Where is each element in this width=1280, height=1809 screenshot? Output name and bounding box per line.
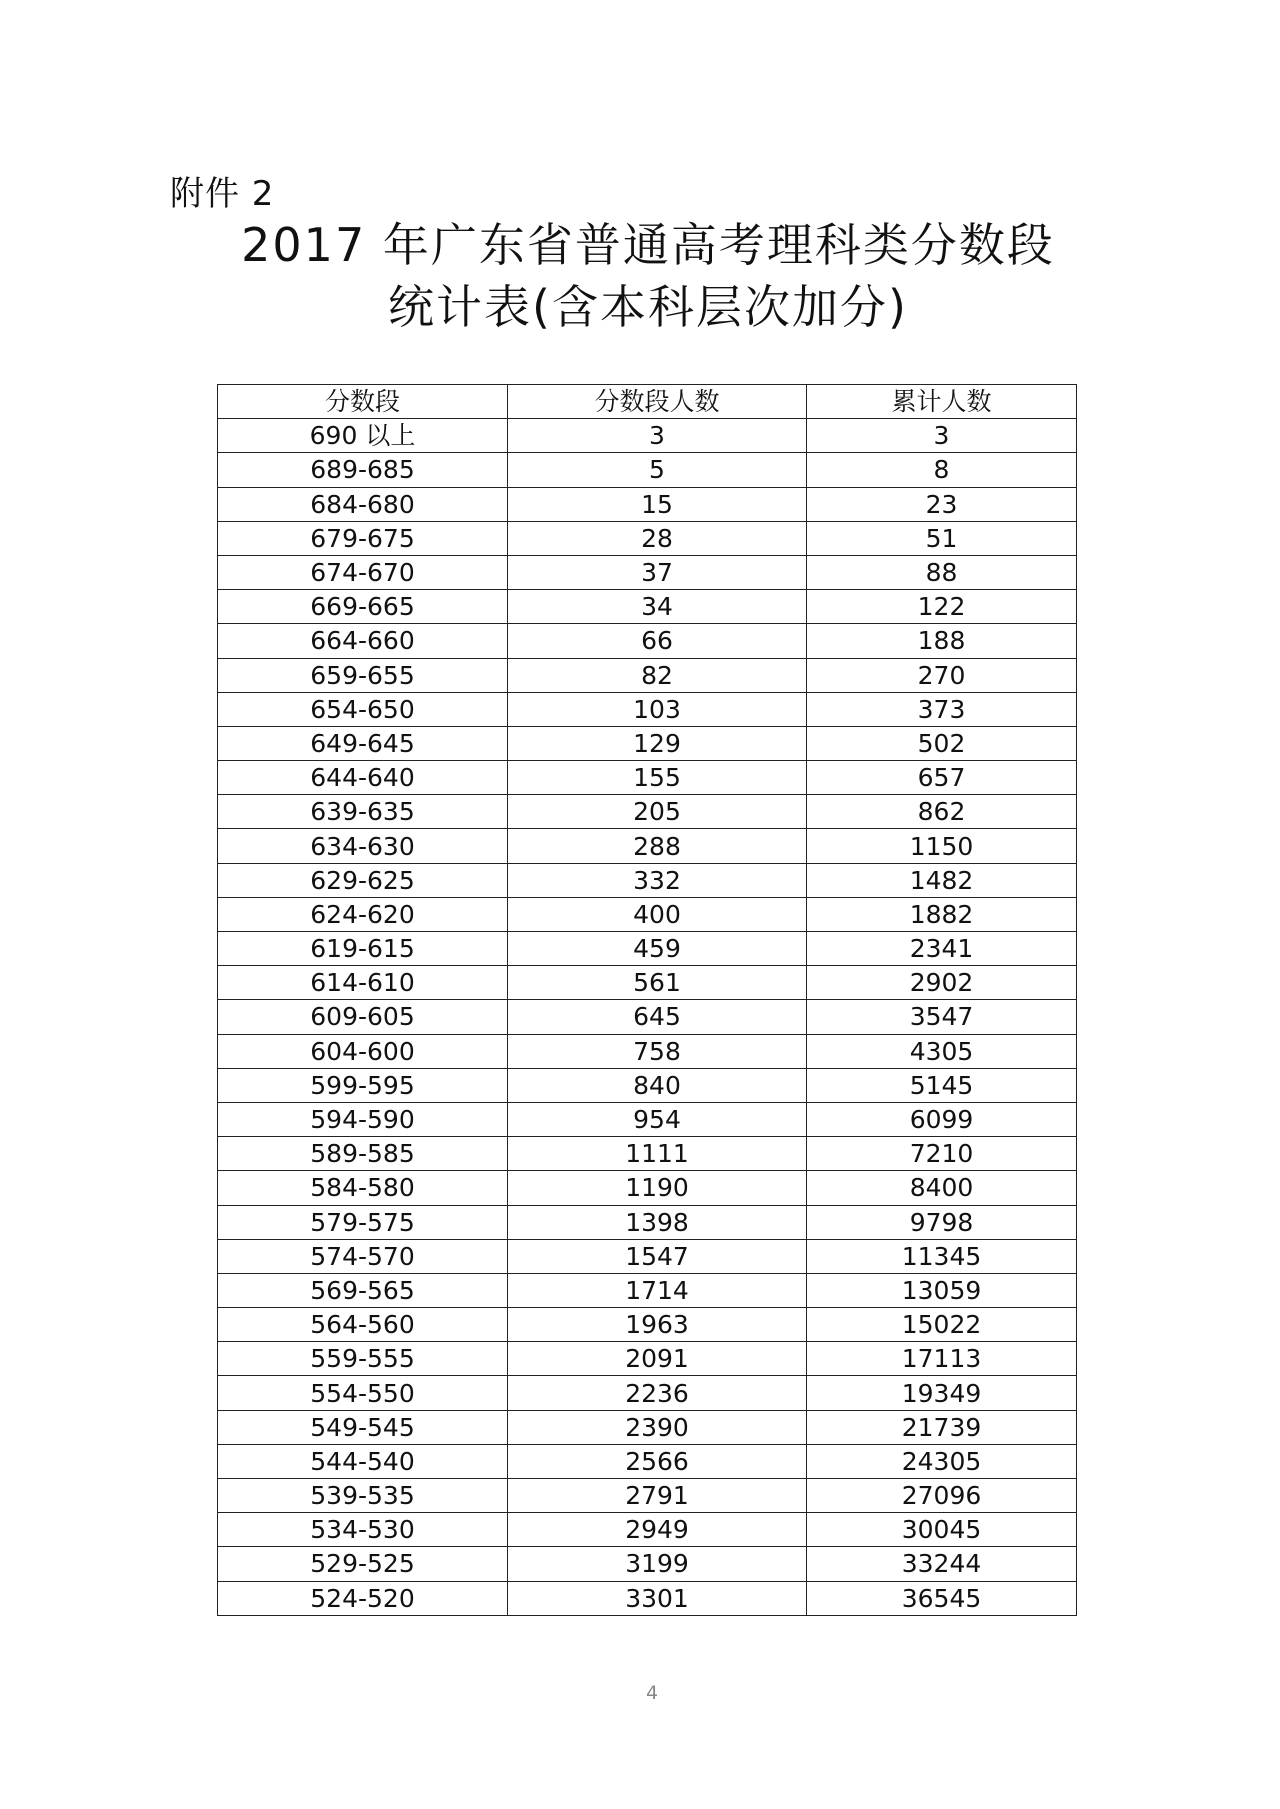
cumulative-count-cell: 51 (807, 521, 1077, 555)
cumulative-count-cell: 15022 (807, 1308, 1077, 1342)
cumulative-count-cell: 5145 (807, 1068, 1077, 1102)
table-row (218, 692, 1077, 726)
score-band-cell: 629-625 (218, 863, 508, 897)
cumulative-count-cell: 33244 (807, 1547, 1077, 1581)
cumulative-count-cell: 188 (807, 624, 1077, 658)
score-band-cell: 634-630 (218, 829, 508, 863)
band-count-cell: 82 (508, 658, 807, 692)
table-row (218, 521, 1077, 555)
table-row (218, 487, 1077, 521)
score-distribution-table (217, 384, 1077, 1616)
table-row (218, 1068, 1077, 1102)
score-band-cell: 594-590 (218, 1102, 508, 1136)
score-band-cell: 624-620 (218, 897, 508, 931)
band-count-cell: 1398 (508, 1205, 807, 1239)
document-title-line-1: 2017 年广东省普通高考理科类分数段 (241, 218, 1055, 272)
score-band-cell: 614-610 (218, 966, 508, 1000)
cumulative-count-cell: 1150 (807, 829, 1077, 863)
score-band-cell: 604-600 (218, 1034, 508, 1068)
table-row (218, 590, 1077, 624)
score-band-cell: 589-585 (218, 1137, 508, 1171)
score-band-cell: 659-655 (218, 658, 508, 692)
band-count-cell: 15 (508, 487, 807, 521)
band-count-cell: 2236 (508, 1376, 807, 1410)
cumulative-count-cell: 30045 (807, 1513, 1077, 1547)
table-row (218, 1581, 1077, 1615)
header-score-band: 分数段 (218, 385, 508, 419)
band-count-cell: 5 (508, 453, 807, 487)
cumulative-count-cell: 862 (807, 795, 1077, 829)
cumulative-count-cell: 373 (807, 692, 1077, 726)
cumulative-count-cell: 17113 (807, 1342, 1077, 1376)
cumulative-count-cell: 24305 (807, 1444, 1077, 1478)
table-row (218, 658, 1077, 692)
band-count-cell: 34 (508, 590, 807, 624)
cumulative-count-cell: 27096 (807, 1479, 1077, 1513)
table-row (218, 1239, 1077, 1273)
score-band-cell: 649-645 (218, 726, 508, 760)
band-count-cell: 400 (508, 897, 807, 931)
score-band-cell: 639-635 (218, 795, 508, 829)
score-band-cell: 554-550 (218, 1376, 508, 1410)
cumulative-count-cell: 1482 (807, 863, 1077, 897)
band-count-cell: 205 (508, 795, 807, 829)
band-count-cell: 2390 (508, 1410, 807, 1444)
table-row (218, 726, 1077, 760)
table-row (218, 1513, 1077, 1547)
band-count-cell: 3301 (508, 1581, 807, 1615)
table-row (218, 1342, 1077, 1376)
cumulative-count-cell: 122 (807, 590, 1077, 624)
table-row (218, 1479, 1077, 1513)
band-count-cell: 28 (508, 521, 807, 555)
cumulative-count-cell: 88 (807, 555, 1077, 589)
cumulative-count-cell: 2902 (807, 966, 1077, 1000)
cumulative-count-cell: 11345 (807, 1239, 1077, 1273)
score-band-cell: 559-555 (218, 1342, 508, 1376)
band-count-cell: 103 (508, 692, 807, 726)
table-row (218, 761, 1077, 795)
table-row (218, 1171, 1077, 1205)
table-row (218, 1410, 1077, 1444)
score-band-cell: 664-660 (218, 624, 508, 658)
score-band-cell: 574-570 (218, 1239, 508, 1273)
cumulative-count-cell: 270 (807, 658, 1077, 692)
band-count-cell: 332 (508, 863, 807, 897)
score-band-cell: 529-525 (218, 1547, 508, 1581)
cumulative-count-cell: 8 (807, 453, 1077, 487)
band-count-cell: 37 (508, 555, 807, 589)
table-row (218, 795, 1077, 829)
band-count-cell: 155 (508, 761, 807, 795)
cumulative-count-cell: 8400 (807, 1171, 1077, 1205)
band-count-cell: 840 (508, 1068, 807, 1102)
table-row (218, 863, 1077, 897)
score-band-cell: 644-640 (218, 761, 508, 795)
score-band-cell: 689-685 (218, 453, 508, 487)
cumulative-count-cell: 3547 (807, 1000, 1077, 1034)
cumulative-count-cell: 7210 (807, 1137, 1077, 1171)
score-band-cell: 534-530 (218, 1513, 508, 1547)
cumulative-count-cell: 9798 (807, 1205, 1077, 1239)
document-title-line-2: 统计表(含本科层次加分) (388, 280, 908, 334)
table-row (218, 1000, 1077, 1034)
score-band-cell: 690 以上 (218, 419, 508, 453)
header-band-count: 分数段人数 (508, 385, 807, 419)
score-band-cell: 549-545 (218, 1410, 508, 1444)
band-count-cell: 2091 (508, 1342, 807, 1376)
table-row (218, 624, 1077, 658)
table-header-row (218, 385, 1077, 419)
band-count-cell: 1963 (508, 1308, 807, 1342)
score-band-cell: 619-615 (218, 932, 508, 966)
band-count-cell: 645 (508, 1000, 807, 1034)
score-band-cell: 539-535 (218, 1479, 508, 1513)
score-band-cell: 679-675 (218, 521, 508, 555)
table-row (218, 1273, 1077, 1307)
cumulative-count-cell: 2341 (807, 932, 1077, 966)
table-row (218, 1137, 1077, 1171)
score-band-cell: 524-520 (218, 1581, 508, 1615)
band-count-cell: 129 (508, 726, 807, 760)
cumulative-count-cell: 36545 (807, 1581, 1077, 1615)
table-row (218, 966, 1077, 1000)
table-row (218, 1034, 1077, 1068)
score-band-cell: 584-580 (218, 1171, 508, 1205)
cumulative-count-cell: 21739 (807, 1410, 1077, 1444)
band-count-cell: 1714 (508, 1273, 807, 1307)
band-count-cell: 2566 (508, 1444, 807, 1478)
table-row (218, 453, 1077, 487)
score-band-cell: 599-595 (218, 1068, 508, 1102)
table-row (218, 829, 1077, 863)
band-count-cell: 1111 (508, 1137, 807, 1171)
score-band-cell: 564-560 (218, 1308, 508, 1342)
page-number: 4 (645, 1682, 659, 1704)
band-count-cell: 561 (508, 966, 807, 1000)
band-count-cell: 758 (508, 1034, 807, 1068)
band-count-cell: 3199 (508, 1547, 807, 1581)
score-band-cell: 684-680 (218, 487, 508, 521)
score-band-cell: 579-575 (218, 1205, 508, 1239)
table-row (218, 1376, 1077, 1410)
cumulative-count-cell: 502 (807, 726, 1077, 760)
table-row (218, 419, 1077, 453)
score-band-cell: 669-665 (218, 590, 508, 624)
table-row (218, 932, 1077, 966)
cumulative-count-cell: 657 (807, 761, 1077, 795)
band-count-cell: 3 (508, 419, 807, 453)
table-row (218, 1205, 1077, 1239)
table-row (218, 1444, 1077, 1478)
band-count-cell: 1190 (508, 1171, 807, 1205)
table-row (218, 897, 1077, 931)
band-count-cell: 2949 (508, 1513, 807, 1547)
band-count-cell: 459 (508, 932, 807, 966)
cumulative-count-cell: 1882 (807, 897, 1077, 931)
attachment-label: 附件 2 (170, 174, 275, 214)
score-band-cell: 654-650 (218, 692, 508, 726)
table-row (218, 1308, 1077, 1342)
cumulative-count-cell: 4305 (807, 1034, 1077, 1068)
cumulative-count-cell: 6099 (807, 1102, 1077, 1136)
score-band-cell: 674-670 (218, 555, 508, 589)
header-cumulative-count: 累计人数 (807, 385, 1077, 419)
table-row (218, 1547, 1077, 1581)
cumulative-count-cell: 13059 (807, 1273, 1077, 1307)
band-count-cell: 954 (508, 1102, 807, 1136)
band-count-cell: 288 (508, 829, 807, 863)
cumulative-count-cell: 23 (807, 487, 1077, 521)
band-count-cell: 66 (508, 624, 807, 658)
score-band-cell: 569-565 (218, 1273, 508, 1307)
table-row (218, 555, 1077, 589)
table-body (218, 419, 1077, 1616)
table-row (218, 1102, 1077, 1136)
cumulative-count-cell: 19349 (807, 1376, 1077, 1410)
cumulative-count-cell: 3 (807, 419, 1077, 453)
band-count-cell: 2791 (508, 1479, 807, 1513)
score-band-cell: 609-605 (218, 1000, 508, 1034)
score-band-cell: 544-540 (218, 1444, 508, 1478)
band-count-cell: 1547 (508, 1239, 807, 1273)
